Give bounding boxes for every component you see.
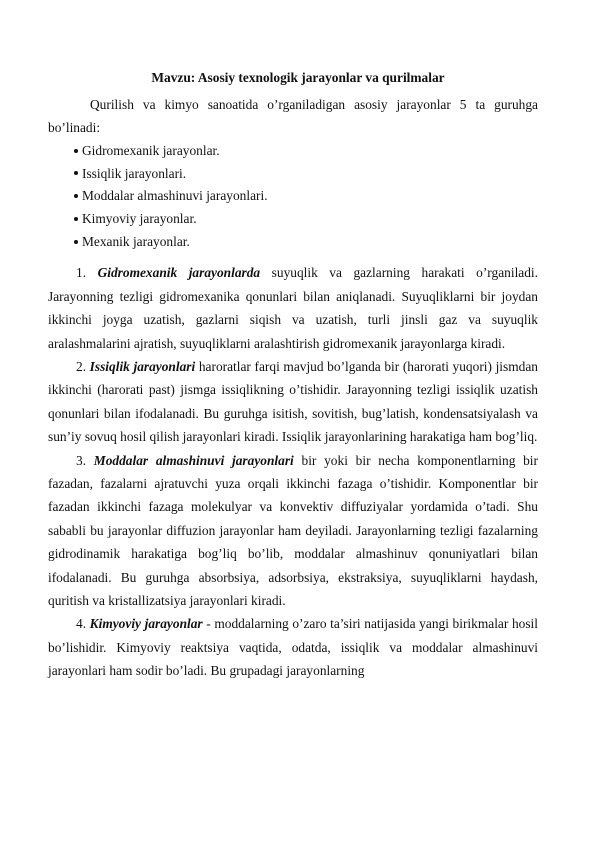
bullet-icon <box>74 171 78 175</box>
paragraph-issiqlik <box>48 355 538 449</box>
bullet-icon <box>74 194 78 198</box>
item-term: Kimyoviy jarayonlar <box>89 616 203 632</box>
list-item: Moddalar almashinuvi jarayonlari. <box>74 185 538 208</box>
bullet-icon <box>74 217 78 221</box>
intro-paragraph: Qurilish va kimyo sanoatida o’rganiladigan asosiy jarayonlar 5 ta guruhga bo’linadi: <box>48 97 538 136</box>
item-text: suyuqlik va gazlarning harakati o’rganiladi. Jarayonning tezligi gidromexanika qonunlari bilan aniqlanadi. Suyuqliklarni bir joydan ikkinchi joyga uzatish, gazlarni siqish va uzatish, turli jinsli gaz va suyuqlik aralashmalarini ajratish, suyuqliklarni aralashtirish gidromexanik jarayonlarga kiradi. <box>48 265 538 351</box>
item-term: Issiqlik jarayonlari <box>89 358 196 374</box>
bullet-icon <box>74 149 78 153</box>
document-body <box>48 93 538 683</box>
item-text: bir yoki bir necha komponentlarning bir fazadan, fazalarni ajratuvchi yuza orqali ikkinchi fazaga o’tishidir. Komponentlar bir fazadan ikkinchi fazaga molekulyar va konvektiv diffuziyalar yordamida o’tadi. Shu sababli bu jarayonlar diffuzion jarayonlar ham deyiladi. Jarayonlarning tezligi fazalarning gidrodinamik harakatiga bog’liq bo’lib, moddalar almashinuv qonuniyatlari bilan ifodalanadi. Bu guruhga absorbsiya, adsorbsiya, ekstraksiya, suyuqliklarni haydash, quritish va kristallizatsiya jarayonlari kiradi. <box>48 452 538 609</box>
list-item: Kimyoviy jarayonlar. <box>74 208 538 231</box>
item-text: haroratlar farqi mavjud bo’lganda bir (harorati yuqori) jismdan ikkinchi (harorati past) jismga issiqlikning o’tishidir. Jarayonning tezligi issiqlik uzatish qonunlari bilan ifodalanadi. Bu guruhga isitish, sovitish, bug’latish, kondensatsiyalash va sun’iy sovuq hosil qilish jarayonlari kiradi. Issiqlik jarayonlarining harakatiga ham bog’liq. <box>48 358 538 445</box>
list-item: Gidromexanik jarayonlar. <box>74 140 538 163</box>
item-number: 3. <box>76 452 87 468</box>
paragraph-moddalar-almashinuvi <box>48 449 538 613</box>
item-number: 4. <box>76 616 87 632</box>
process-group-list <box>48 140 538 254</box>
item-number: 2. <box>76 358 87 374</box>
item-term: Gidromexanik jarayonlarda <box>97 265 261 281</box>
item-term: Moddalar almashinuvi jarayonlari <box>93 452 294 468</box>
bullet-icon <box>74 240 78 244</box>
list-item: Mexanik jarayonlar. <box>74 231 538 254</box>
paragraph-kimyoviy <box>48 612 538 682</box>
item-number: 1. <box>76 265 87 281</box>
page-title: Mavzu: Asosiy texnologik jarayonlar va qurilmalar <box>151 70 445 85</box>
paragraph-gidromexanik <box>48 261 538 355</box>
list-item: Issiqlik jarayonlari. <box>74 163 538 186</box>
item-text: - moddalarning o’zaro ta’siri natijasida yangi birikmalar hosil bo’lishidir. Kimyoviy reaktsiya vaqtida, odatda, issiqlik va moddalar almashinuvi jarayonlari ham sodir bo’ladi. Bu grupadagi jarayonlarning <box>48 616 538 679</box>
